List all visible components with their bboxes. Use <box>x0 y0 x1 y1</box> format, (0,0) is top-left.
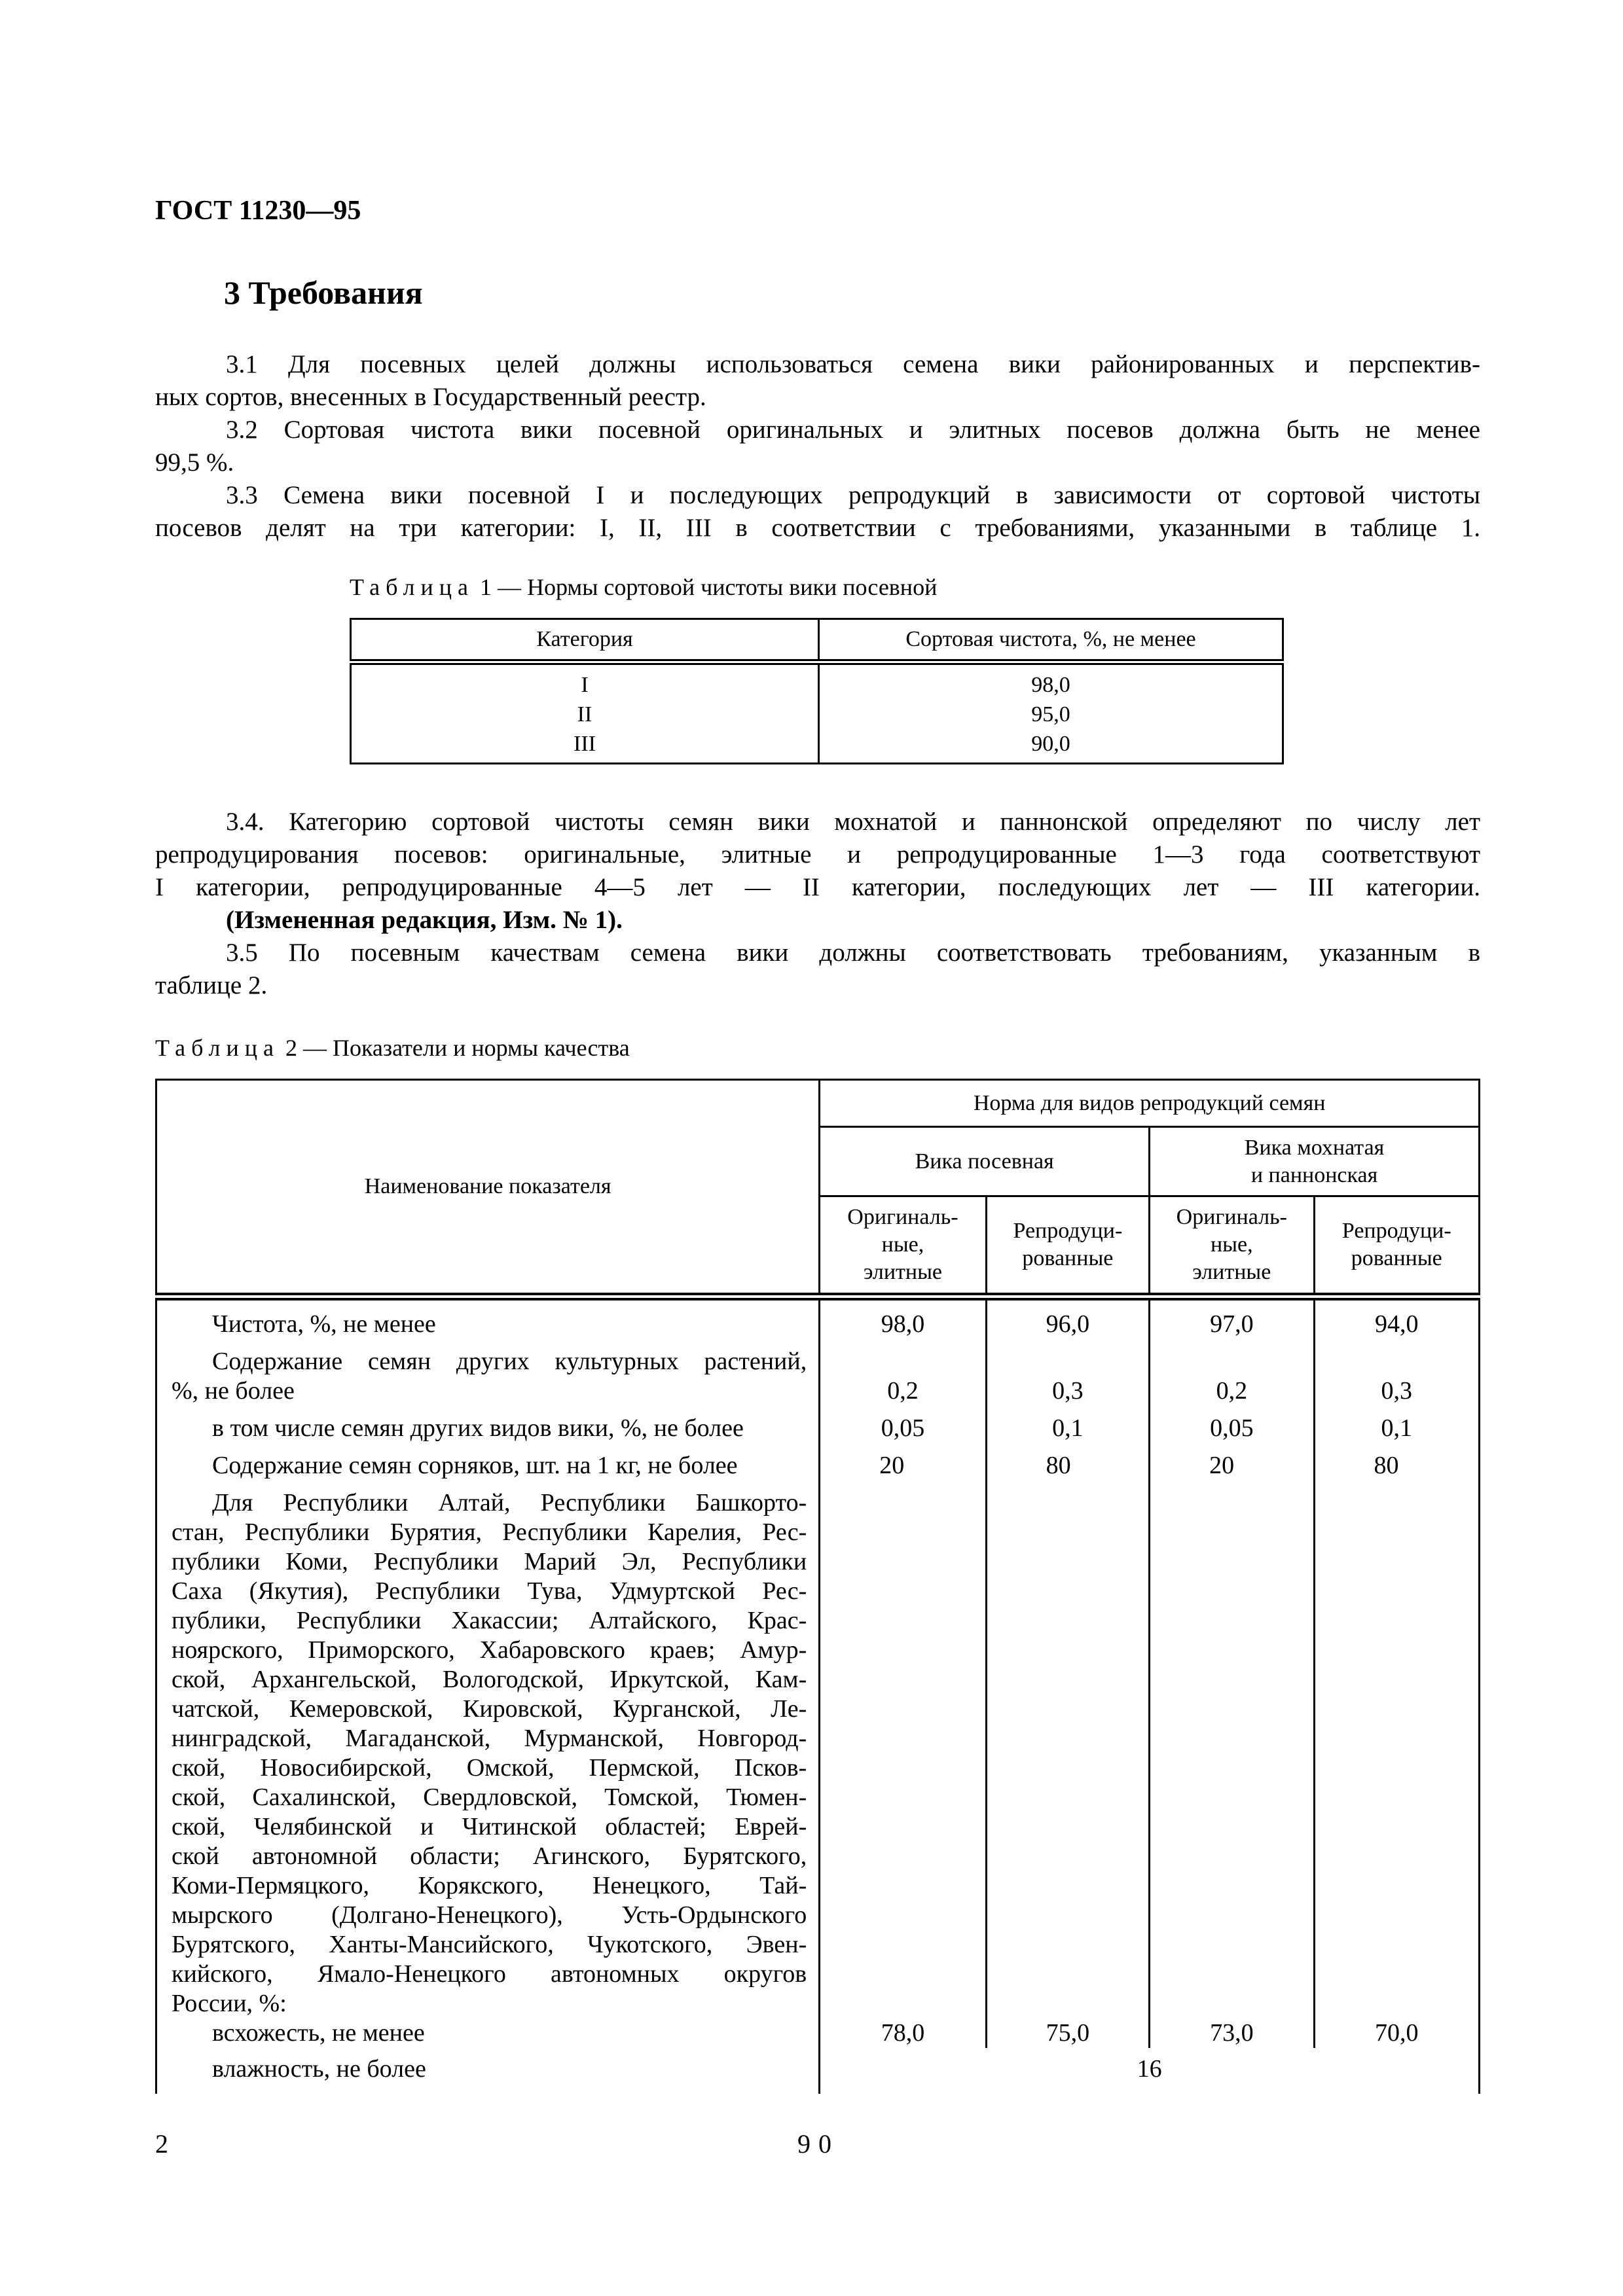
header-original <box>1150 1196 1314 1297</box>
text-line: Репродуци- <box>1341 1218 1451 1243</box>
text-line: ской, Новосибирской, Омской, Пермской, Псков- <box>172 1753 807 1782</box>
indicator-name: всхожесть, не менее <box>156 2018 820 2048</box>
purity-value: 90,0 <box>1031 732 1070 756</box>
table-row <box>156 1443 1480 1480</box>
norm-value: 0,2 <box>820 1339 986 1406</box>
norm-value: 80 <box>1314 1443 1479 1480</box>
norm-value: 96,0 <box>986 1297 1149 1339</box>
norm-value: 97,0 <box>1150 1297 1314 1339</box>
text-line: ных сортов, внесенных в Государственный реестр. <box>155 383 706 411</box>
text-line: 3.3 Семена вики посевной I и последующих репродукций в зависимости от сортовой чистоты <box>226 481 1480 509</box>
text-line: Оригиналь- <box>1176 1204 1287 1229</box>
table-row <box>156 1339 1480 1406</box>
text-line: 3.1 Для посевных целей должны использоваться семена вики районированных и перспектив- <box>226 350 1480 378</box>
caption-label: Таблица <box>155 1035 280 1061</box>
text-line: ноярского, Приморского, Хабаровского краев; Амур- <box>172 1636 807 1664</box>
table-row <box>156 1406 1480 1443</box>
text-line: Содержание семян других культурных растений, <box>212 1347 807 1375</box>
paragraph-3-4 <box>155 806 1480 1002</box>
text-line: 3.5 По посевным качествам семена вики должны соответствовать требованиям, указанным в <box>226 939 1480 967</box>
categories-cell <box>351 662 819 764</box>
header-reproduced <box>986 1196 1149 1297</box>
text-line: Содержание семян сорняков, шт. на 1 кг, не более <box>212 1451 738 1479</box>
amendment-note: (Измененная редакция, Изм. № 1). <box>226 906 623 934</box>
indicator-name: влажность, не более <box>156 2048 820 2094</box>
text-line: публики Коми, Республики Марий Эл, Республики <box>172 1547 807 1575</box>
text-line: 3.4. Категорию сортовой чистоты семян вики мохнатой и паннонской определяют по числу лет <box>226 808 1480 836</box>
text-line: Чистота, %, не менее <box>212 1310 436 1338</box>
text-line: I категории, репродуцированные 4—5 лет — II категории, последующих лет — III категории. <box>155 873 1480 901</box>
empty-cell <box>986 1480 1149 2018</box>
text-line: чатской, Кемеровской, Кировской, Курганской, Ле- <box>172 1695 807 1723</box>
text-line: ской, Челябинской и Читинской областей; Еврей- <box>172 1812 807 1840</box>
indicator-name <box>156 1297 820 1339</box>
norm-value: 0,3 <box>986 1339 1149 1406</box>
norm-value: 16 <box>820 2048 1480 2094</box>
text-line: ской, Сахалинской, Свердловской, Томской, Тюмен- <box>172 1783 807 1811</box>
section-title: 3 Требования <box>224 274 423 311</box>
text-line: Бурятского, Ханты-Мансийского, Чукотского, Эвен- <box>172 1930 807 1958</box>
indicator-name <box>156 1406 820 1443</box>
text-line: ской, Архангельской, Вологодской, Иркутской, Кам- <box>172 1665 807 1693</box>
sheet-number: 90 <box>797 2129 839 2159</box>
norm-value: 0,1 <box>1314 1406 1479 1443</box>
text-line: кийского, Ямало-Ненецкого автономных округов <box>172 1960 807 1988</box>
header-purity: Сортовая чистота, %, не менее <box>819 619 1283 662</box>
text-line: и паннонская <box>1250 1162 1378 1187</box>
table-row <box>156 1297 1480 1339</box>
text-line: таблице 2. <box>155 971 268 999</box>
norm-value: 20 <box>820 1443 986 1480</box>
purity-value: 95,0 <box>1031 702 1070 726</box>
caption-text: 1 — Нормы сортовой чистоты вики посевной <box>473 574 938 600</box>
text-line: стан, Республики Бурятия, Республики Карелия, Рес- <box>172 1518 807 1546</box>
regions-text <box>156 1480 820 2018</box>
text-line: рованные <box>1351 1246 1442 1270</box>
text-line: Коми-Пермяцкого, Корякского, Ненецкого, Тай- <box>172 1871 807 1899</box>
table-2-container <box>155 1079 1480 2111</box>
header-norm: Норма для видов репродукций семян <box>820 1080 1480 1127</box>
empty-cell <box>1314 1480 1479 2018</box>
text-line: элитные <box>1192 1259 1271 1284</box>
empty-cell <box>1150 1480 1314 2018</box>
header-hairy-vetch <box>1150 1127 1480 1196</box>
text-line: %, не более <box>172 1376 295 1405</box>
norm-value: 0,2 <box>1150 1339 1314 1406</box>
text-line: в том числе семян других видов вики, %, не более <box>212 1414 744 1442</box>
category: II <box>577 702 593 726</box>
norm-value: 0,1 <box>986 1406 1149 1443</box>
norm-value: 73,0 <box>1150 2018 1314 2048</box>
text-line: 99,5 %. <box>155 448 234 476</box>
norm-value: 75,0 <box>986 2018 1149 2048</box>
paragraph-3-1 <box>155 348 1480 545</box>
text-line: Для Республики Алтай, Республики Башкорто- <box>212 1488 807 1516</box>
document-code: ГОСТ 11230—95 <box>155 196 361 226</box>
text-line: репродуцирования посевов: оригинальные, элитные и репродуцированные 1—3 года соответствуют <box>155 840 1480 869</box>
norm-value: 78,0 <box>820 2018 986 2048</box>
table-row <box>156 2018 1480 2048</box>
caption-label: Таблица <box>350 574 474 600</box>
values-cell <box>819 662 1283 764</box>
norm-value: 20 <box>1150 1443 1314 1480</box>
norm-value: 0,05 <box>820 1406 986 1443</box>
norm-value: 94,0 <box>1314 1297 1479 1339</box>
page-number: 2 <box>155 2129 168 2159</box>
text-line: России, %: <box>172 1989 287 2017</box>
text-line: ные, <box>1210 1232 1253 1257</box>
norm-value: 70,0 <box>1314 2018 1479 2048</box>
table2-caption <box>155 1034 630 1062</box>
text-line: ской автономной области; Агинского, Бурятского, <box>172 1842 807 1870</box>
text-line: мырского (Долгано-Ненецкого), Усть-Ордынского <box>172 1901 807 1929</box>
text-line: Саха (Якутия), Республики Тува, Удмуртской Рес- <box>172 1577 807 1605</box>
norm-value: 80 <box>986 1443 1149 1480</box>
table-row <box>156 2048 1480 2094</box>
text-line: Репродуци- <box>1013 1218 1123 1243</box>
category: I <box>581 673 589 697</box>
table-2 <box>155 1079 1480 2094</box>
indicator-name <box>156 1443 820 1480</box>
text-line: элитные <box>863 1259 943 1284</box>
header-common-vetch: Вика посевная <box>820 1127 1150 1196</box>
norm-value: 98,0 <box>820 1297 986 1339</box>
text-line: публики, Республики Хакассии; Алтайского, Крас- <box>172 1606 807 1634</box>
indicator-name <box>156 1339 820 1406</box>
empty-cell <box>820 1480 986 2018</box>
purity-value: 98,0 <box>1031 673 1070 697</box>
text-line: Оригиналь- <box>847 1204 958 1229</box>
header-category: Категория <box>351 619 819 662</box>
table-1 <box>350 618 1284 764</box>
norm-value: 0,3 <box>1314 1339 1479 1406</box>
header-original <box>820 1196 986 1297</box>
header-indicator-name: Наименование показателя <box>156 1080 820 1297</box>
text-line: Вика мохнатая <box>1244 1135 1385 1160</box>
text-line: нинградской, Магаданской, Мурманской, Новгород- <box>172 1724 807 1752</box>
norm-value: 0,05 <box>1150 1406 1314 1443</box>
text-line: посевов делят на три категории: I, II, III в соответствии с требованиями, указанными в таблице 1. <box>155 514 1480 542</box>
caption-text: 2 — Показатели и нормы качества <box>279 1035 630 1061</box>
text-line: рованные <box>1022 1246 1114 1270</box>
category: III <box>574 732 596 756</box>
table1-caption <box>350 573 937 601</box>
header-reproduced <box>1314 1196 1479 1297</box>
text-line: ные, <box>881 1232 924 1257</box>
table-row <box>156 1480 1480 2018</box>
text-line: 3.2 Сортовая чистота вики посевной оригинальных и элитных посевов должна быть не менее <box>226 416 1480 444</box>
